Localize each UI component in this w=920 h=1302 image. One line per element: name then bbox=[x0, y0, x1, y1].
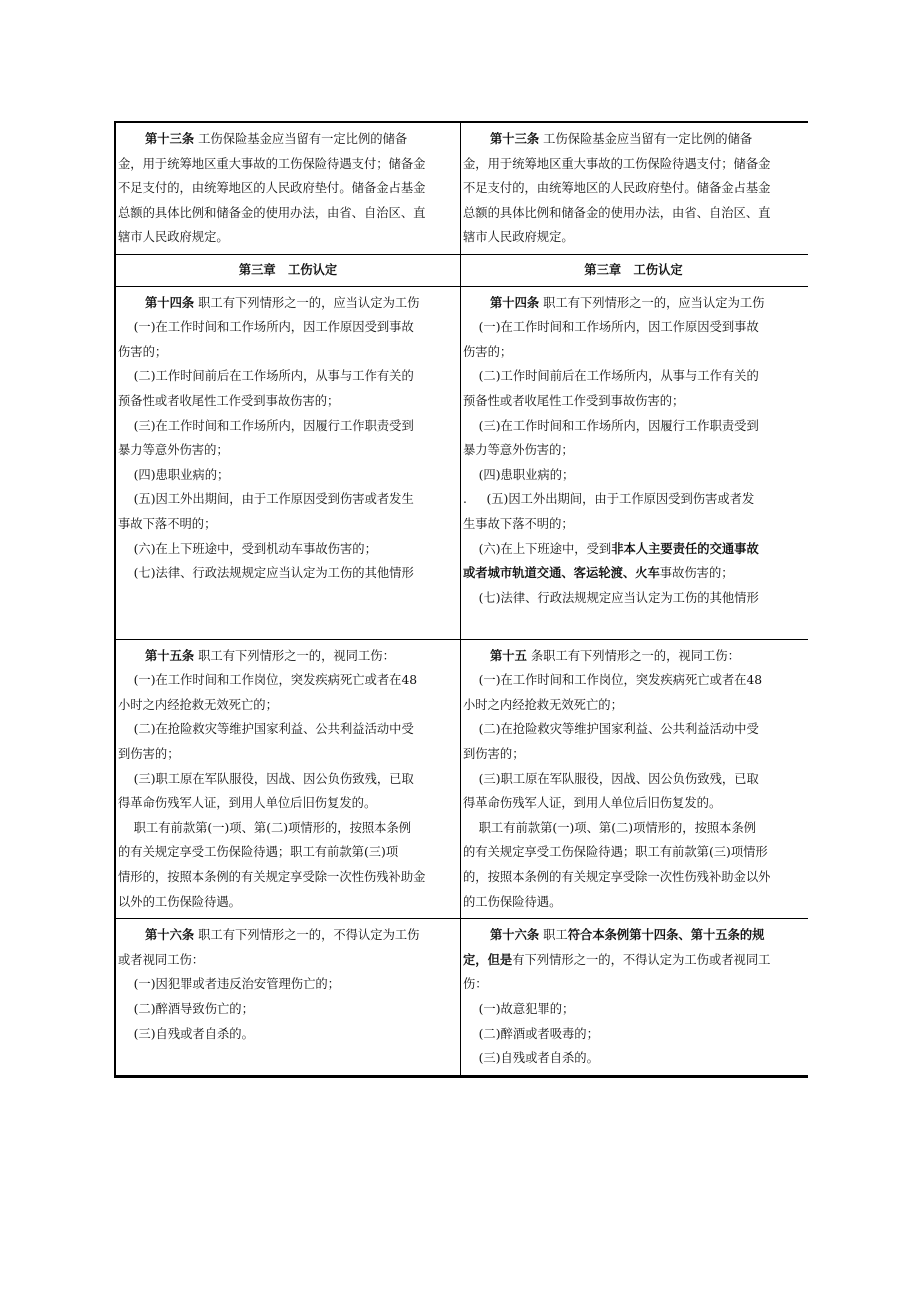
article-text: 职工有下列情形之一的，应当认定为工伤 bbox=[539, 295, 765, 310]
table-row-article-14 bbox=[116, 286, 808, 639]
new-text-cell bbox=[461, 640, 806, 919]
article-text: 工伤保险基金应当留有一定比例的储备 bbox=[194, 132, 408, 146]
article-text: 职工 bbox=[539, 928, 568, 943]
text-line: . (五)因工外出期间，由于工作原因受到伤害或者发 bbox=[463, 492, 755, 507]
text-line: (二)工作时间前后在工作场所内，从事与工作有关的 bbox=[463, 369, 759, 384]
article-title-line bbox=[118, 923, 460, 948]
text-line: 金，用于统筹地区重大事故的工伤保险待遇支付；储备金 bbox=[463, 156, 771, 171]
text-segment: 有下列情形之一的，不得认定为工伤或者视同工 bbox=[512, 952, 771, 967]
text-line: 得革命伤残军人证，到用人单位后旧伤复发的。 bbox=[118, 796, 377, 811]
text-line: 暴力等意外伤害的； bbox=[463, 443, 574, 458]
text-line: (三)在工作时间和工作场所内，因履行工作职责受到 bbox=[463, 418, 759, 433]
article-text: 职工有下列情形之一的，不得认定为工伤 bbox=[194, 928, 420, 943]
article-number: 第十三条 bbox=[145, 131, 195, 146]
new-text-cell bbox=[461, 123, 806, 254]
text-line: 的工伤保险待遇。 bbox=[463, 894, 562, 909]
text-line: 伤害的； bbox=[463, 344, 513, 359]
old-text-cell bbox=[116, 287, 461, 639]
text-line: (二)在抢险救灾等维护国家利益、公共利益活动中受 bbox=[118, 722, 414, 737]
article-title-line bbox=[118, 127, 460, 152]
table-row-article-15 bbox=[116, 639, 808, 919]
text-line bbox=[463, 537, 806, 562]
text-line: 职工有前款第(一)项、第(二)项情形的，按照本条例 bbox=[463, 820, 757, 835]
text-line: (四)患职业病的； bbox=[463, 467, 575, 482]
amended-text: 或者城市轨道交通、客运轮渡、火车 bbox=[463, 565, 660, 581]
text-line: (四)患职业病的； bbox=[118, 467, 230, 482]
text-line: 情形的，按照本条例的有关规定享受除一次性伤残补助金 bbox=[118, 870, 426, 885]
text-line: 的，按照本条例的有关规定享受除一次性伤残补助金以外 bbox=[463, 870, 771, 885]
article-title-line bbox=[463, 923, 806, 948]
amended-text: 非本人主要责任的交通事故 bbox=[611, 540, 759, 556]
text-line: (七)法律、行政法规规定应当认定为工伤的其他情形 bbox=[463, 590, 759, 605]
article-text: 条职工有下列情形之一的，视同工伤： bbox=[526, 648, 740, 663]
old-text-cell bbox=[116, 919, 461, 1075]
table-row-article-13 bbox=[116, 123, 808, 254]
article-title-line bbox=[118, 291, 460, 316]
text-segment: (六)在上下班途中，受到 bbox=[463, 541, 612, 556]
text-line: 金，用于统筹地区重大事故的工伤保险待遇支付；储备金 bbox=[118, 156, 426, 171]
old-text-cell bbox=[116, 123, 461, 254]
text-line: (六)在上下班途中，受到机动车事故伤害的； bbox=[118, 541, 377, 556]
text-line: 的有关规定享受工伤保险待遇；职工有前款第(三)项 bbox=[118, 845, 399, 860]
article-title-line bbox=[463, 127, 806, 152]
regulation-comparison-table bbox=[114, 121, 808, 1078]
text-line bbox=[463, 948, 806, 973]
text-line: 预备性或者收尾性工作受到事故伤害的； bbox=[118, 393, 340, 408]
chapter-heading-old: 第三章 工伤认定 bbox=[116, 255, 461, 286]
text-line: (二)醉酒或者吸毒的； bbox=[463, 1026, 599, 1041]
amended-text: 定，但是 bbox=[463, 951, 513, 967]
text-line: (一)在工作时间和工作场所内，因工作原因受到事故 bbox=[118, 320, 414, 335]
text-line: (一)因犯罪或者违反治安管理伤亡的； bbox=[118, 977, 340, 992]
text-line: 或者视同工伤： bbox=[118, 952, 205, 967]
text-line: 到伤害的； bbox=[463, 747, 525, 762]
text-line: 小时之内经抢救无效死亡的； bbox=[118, 697, 278, 712]
article-number: 第十四条 bbox=[145, 294, 195, 310]
new-text-cell bbox=[461, 919, 806, 1075]
article-number: 第十五 bbox=[490, 647, 527, 663]
text-line: 到伤害的； bbox=[118, 747, 180, 762]
text-segment: 事故伤害的； bbox=[659, 566, 734, 581]
text-line: (三)职工原在军队服役，因战、因公负伤致残，已取 bbox=[118, 771, 414, 786]
text-line: (一)故意犯罪的； bbox=[463, 1002, 575, 1016]
article-text: 职工有下列情形之一的，应当认定为工伤 bbox=[194, 295, 420, 310]
article-text: 工伤保险基金应当留有一定比例的储备 bbox=[539, 132, 753, 146]
article-number: 第十五条 bbox=[145, 647, 195, 663]
text-line: (二)醉酒导致伤亡的； bbox=[118, 1002, 254, 1016]
text-line: (一)在工作时间和工作场所内，因工作原因受到事故 bbox=[463, 320, 759, 335]
text-line: (五)因工外出期间，由于工作原因受到伤害或者发生 bbox=[118, 492, 414, 507]
text-line: 的有关规定享受工伤保险待遇；职工有前款第(三)项情形 bbox=[463, 845, 768, 860]
text-line: 辖市人民政府规定。 bbox=[463, 230, 574, 245]
text-line: (一)在工作时间和工作岗位，突发疾病死亡或者在48 bbox=[463, 673, 763, 688]
article-number: 第十六条 bbox=[490, 927, 540, 943]
table-row-article-16 bbox=[116, 918, 808, 1075]
text-line: (三)在工作时间和工作场所内，因履行工作职责受到 bbox=[118, 418, 414, 433]
article-title-line bbox=[118, 644, 460, 669]
article-number: 第十四条 bbox=[490, 294, 540, 310]
text-line: 伤害的； bbox=[118, 344, 168, 359]
amended-text: 符合本条例第十四条、第十五条的规 bbox=[567, 927, 765, 943]
text-line: 辖市人民政府规定。 bbox=[118, 230, 229, 245]
article-number: 第十六条 bbox=[145, 927, 195, 943]
article-text: 职工有下列情形之一的，视同工伤： bbox=[194, 648, 395, 663]
text-line: 小时之内经抢救无效死亡的； bbox=[463, 697, 623, 712]
chapter-heading-new: 第三章 工伤认定 bbox=[584, 261, 683, 277]
text-line: (三)职工原在军队服役，因战、因公负伤致残，已取 bbox=[463, 771, 759, 786]
article-title-line bbox=[463, 291, 806, 316]
new-text-cell bbox=[461, 287, 806, 639]
article-number: 第十三条 bbox=[490, 131, 540, 146]
text-line: (二)工作时间前后在工作场所内，从事与工作有关的 bbox=[118, 369, 414, 384]
text-line: 暴力等意外伤害的； bbox=[118, 443, 229, 458]
text-line: 以外的工伤保险待遇。 bbox=[118, 894, 241, 909]
text-line: (三)自残或者自杀的。 bbox=[118, 1026, 254, 1041]
text-line: 职工有前款第(一)项、第(二)项情形的，按照本条例 bbox=[118, 820, 412, 835]
text-line: (二)在抢险救灾等维护国家利益、公共利益活动中受 bbox=[463, 722, 759, 737]
text-line: 生事故下落不明的； bbox=[463, 516, 574, 531]
article-title-line bbox=[463, 644, 806, 669]
old-text-cell bbox=[116, 640, 461, 919]
text-line: 伤： bbox=[463, 977, 488, 992]
text-line: 总额的具体比例和储备金的使用办法，由省、自治区、直 bbox=[463, 205, 771, 220]
text-line: 总额的具体比例和储备金的使用办法，由省、自治区、直 bbox=[118, 205, 426, 220]
text-line: 不足支付的，由统筹地区的人民政府垫付。储备金占基金 bbox=[118, 181, 426, 196]
text-line: (三)自残或者自杀的。 bbox=[463, 1051, 599, 1066]
text-line bbox=[463, 561, 806, 586]
text-line: (一)在工作时间和工作岗位，突发疾病死亡或者在48 bbox=[118, 673, 418, 688]
table-row-chapter-heading bbox=[116, 254, 808, 286]
text-line: 不足支付的，由统筹地区的人民政府垫付。储备金占基金 bbox=[463, 181, 771, 196]
text-line: 得革命伤残军人证，到用人单位后旧伤复发的。 bbox=[463, 796, 722, 811]
text-line: 预备性或者收尾性工作受到事故伤害的； bbox=[463, 393, 685, 408]
text-line: 事故下落不明的； bbox=[118, 516, 217, 531]
text-line: (七)法律、行政法规规定应当认定为工伤的其他情形 bbox=[118, 566, 414, 581]
